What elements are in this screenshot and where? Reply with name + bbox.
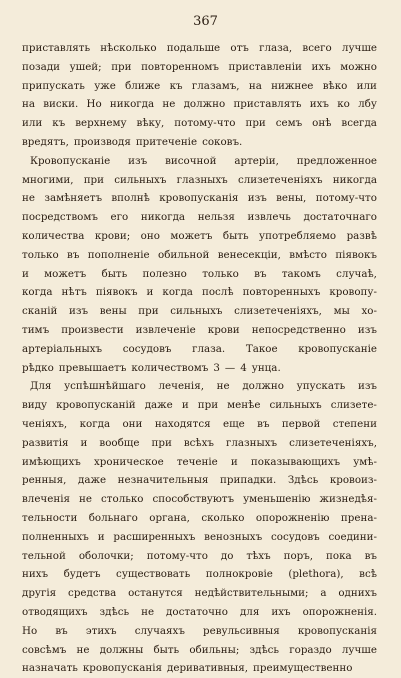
text-line: назначать кровопусканія деривативныя, преимущественно (22, 662, 353, 675)
text-line: Для успѣшнѣйшаго леченія, не должно упускать изъ (30, 380, 377, 393)
text-line: Кровопусканіе изъ височной артеріи, предложенное (30, 154, 377, 167)
text-line: сканій изъ вены при сильныхъ слизетеченіяхъ, мы хо- (22, 305, 377, 318)
text-line: виду кровопусканій даже и при менѣе сильныхъ слизете- (22, 399, 377, 412)
text-line: рѣдко превышаетъ количествомъ 3 — 4 унца. (22, 361, 281, 374)
text-line: другія средства останутся недѣйствительными; а однихъ (22, 587, 377, 600)
text-line: ченіяхъ, когда они находятся еще въ первой степени (22, 417, 377, 430)
text-line: полненныхъ и расширенныхъ венозныхъ сосудовъ соедини- (22, 530, 377, 543)
page-body (22, 39, 377, 678)
text-line: посредствомъ его никогда нельзя извлечь достаточнаго (22, 211, 377, 224)
text-line: совсѣмъ не должны быть обильны; здѣсь гораздо лучше (22, 643, 377, 656)
text-line: на виски. Но никогда не должно приставлять ихъ ко лбу (22, 98, 377, 111)
text-line: или къ верхнему вѣку, потому-что при семъ онѣ всегда (22, 117, 377, 130)
text-line: влеченія не столько способствуютъ уменьшенію жизнедѣя- (22, 493, 377, 506)
text-line: тимъ произвести извлеченіе крови непосредственно изъ (22, 323, 377, 336)
text-line: припускать уже ближе къ глазамъ, на нижнее вѣко или (22, 79, 377, 92)
text-line: приставлять нѣсколько подальше отъ глаза, всего лучше (22, 42, 377, 54)
text-line: тельной оболочки; потому-что до тѣхъ поръ, пока въ (22, 549, 377, 562)
text-line: только въ пополненіе обильной венесекціи, вмѣсто піявокъ (22, 248, 377, 261)
text-line: имѣющихъ хроническое теченіе и показывающихъ умѣ- (22, 455, 377, 468)
text-line: вредятъ, производя притеченіе соковъ. (22, 135, 243, 148)
page-number: 367 (193, 14, 218, 29)
text-line: многими, при сильныхъ глазныхъ слизетеченіяхъ никогда (22, 173, 377, 186)
text-line: и можетъ быть полезно только въ такомъ случаѣ, (22, 267, 377, 280)
text-line: когда нѣтъ піявокъ и когда послѣ повторенныхъ кровопу- (22, 286, 377, 299)
text-line: позади ушей; при повторенномъ приставленіи ихъ можно (22, 60, 377, 73)
text-line: Но въ этихъ случаяхъ ревульсивныя кровопусканія (22, 624, 377, 637)
paragraph (22, 39, 377, 152)
text-line: отводящихъ здѣсь не достаточно для ихъ опорожненія. (22, 605, 377, 618)
text-line: тельности больнаго органа, сколько опорожненію прена- (22, 511, 377, 524)
text-line: нихъ будетъ существовать полнокровіе (plethora), всѣ (22, 568, 377, 581)
paragraph (22, 152, 377, 378)
text-line: артеріальныхъ сосудовъ глаза. Такое кровопусканіе (22, 342, 377, 355)
text-line: развитія и вообще при всѣхъ глазныхъ слизетеченіяхъ, (22, 436, 377, 449)
text-line: ренныя, даже незначительныя припадки. Здѣсь кровоиз- (22, 474, 377, 487)
text-line: не замѣняетъ вполнѣ кровопусканія изъ вены, потому-что (22, 192, 377, 205)
paragraph (22, 377, 377, 678)
text-line: количества крови; оно можетъ быть употребляемо развѣ (22, 229, 377, 242)
